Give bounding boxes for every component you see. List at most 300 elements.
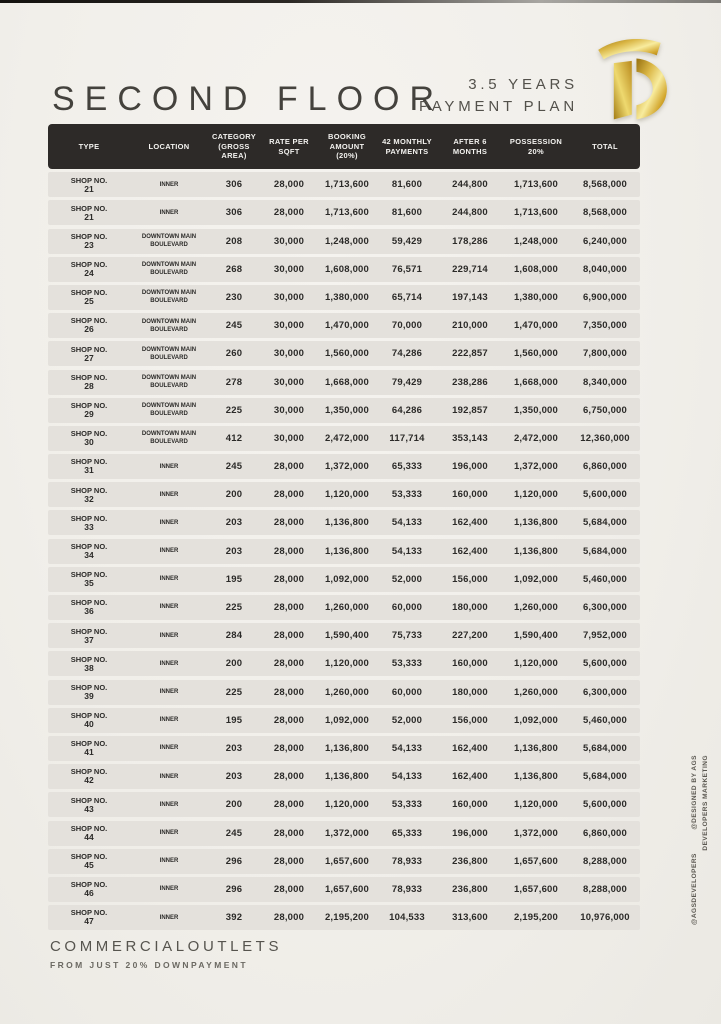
cell-possession: 1,120,000 bbox=[513, 489, 559, 501]
cell-rate: 30,000 bbox=[273, 291, 305, 303]
shop-number: 26 bbox=[84, 324, 94, 335]
column-header: TOTAL bbox=[592, 141, 618, 151]
cell-possession: 1,120,000 bbox=[513, 658, 559, 670]
table-row bbox=[48, 257, 640, 282]
shop-number: 28 bbox=[84, 380, 94, 391]
logo-bowl bbox=[636, 59, 666, 120]
cell-booking: 1,380,000 bbox=[324, 291, 370, 303]
cell-location: DOWNTOWN MAIN BOULEVARD bbox=[141, 318, 197, 333]
cell-location: INNER bbox=[159, 689, 179, 696]
table-row bbox=[48, 229, 640, 254]
cell-possession: 1,136,800 bbox=[513, 517, 559, 529]
cell-monthly: 54,133 bbox=[391, 517, 423, 529]
footer-title: COMMERCIALOUTLETS bbox=[50, 938, 283, 955]
cell-after-6: 353,143 bbox=[452, 432, 488, 444]
cell-type bbox=[48, 316, 130, 334]
cell-monthly: 53,333 bbox=[391, 489, 423, 501]
cell-type bbox=[48, 514, 130, 532]
cell-location: DOWNTOWN MAIN BOULEVARD bbox=[141, 262, 197, 277]
cell-type bbox=[48, 260, 130, 278]
shop-number: 31 bbox=[84, 465, 94, 476]
cell-area: 245 bbox=[225, 320, 243, 332]
shop-number: 27 bbox=[84, 352, 94, 363]
cell-location: INNER bbox=[159, 829, 179, 836]
cell-type bbox=[48, 288, 130, 306]
cell-total: 7,350,000 bbox=[582, 320, 628, 332]
cell-booking: 1,092,000 bbox=[324, 573, 370, 585]
cell-area: 208 bbox=[225, 235, 243, 247]
cell-type bbox=[48, 655, 130, 673]
vertical-credits bbox=[689, 755, 711, 925]
shop-number: 38 bbox=[84, 662, 94, 673]
cell-booking: 1,713,600 bbox=[324, 179, 370, 191]
cell-type bbox=[48, 767, 130, 785]
shop-label: SHOP NO. bbox=[70, 880, 108, 890]
cell-monthly: 81,600 bbox=[391, 207, 423, 219]
shop-label: SHOP NO. bbox=[70, 682, 108, 692]
cell-monthly: 70,000 bbox=[391, 320, 423, 332]
cell-booking: 1,092,000 bbox=[324, 714, 370, 726]
cell-location: INNER bbox=[159, 491, 179, 498]
cell-rate: 28,000 bbox=[273, 517, 305, 529]
cell-location: INNER bbox=[159, 858, 179, 865]
cell-location: INNER bbox=[159, 632, 179, 639]
cell-monthly: 54,133 bbox=[391, 545, 423, 557]
cell-area: 412 bbox=[225, 432, 243, 444]
table-row bbox=[48, 708, 640, 733]
cell-location: INNER bbox=[159, 181, 179, 188]
table-row bbox=[48, 849, 640, 874]
cell-after-6: 197,143 bbox=[452, 291, 488, 303]
cell-type bbox=[48, 204, 130, 222]
column-header: LOCATION bbox=[148, 141, 190, 151]
cell-area: 306 bbox=[225, 207, 243, 219]
shop-label: SHOP NO. bbox=[70, 231, 108, 241]
cell-after-6: 160,000 bbox=[452, 799, 488, 811]
shop-label: SHOP NO. bbox=[70, 570, 108, 580]
credit-handle: @AGSDEVELOPERS bbox=[691, 853, 698, 925]
cell-rate: 28,000 bbox=[273, 912, 305, 924]
cell-monthly: 104,533 bbox=[389, 912, 425, 924]
shop-label: SHOP NO. bbox=[70, 541, 108, 551]
cell-total: 6,300,000 bbox=[582, 602, 628, 613]
table-row bbox=[48, 877, 640, 902]
cell-monthly: 54,133 bbox=[391, 771, 423, 783]
cell-total: 7,952,000 bbox=[582, 630, 628, 642]
cell-after-6: 162,400 bbox=[452, 545, 488, 557]
shop-number: 21 bbox=[84, 211, 94, 222]
table-row bbox=[48, 764, 640, 789]
shop-number: 39 bbox=[84, 690, 94, 701]
cell-location: INNER bbox=[159, 604, 179, 611]
cell-total: 5,600,000 bbox=[582, 799, 628, 811]
cell-total: 6,860,000 bbox=[582, 827, 628, 839]
shop-number: 32 bbox=[84, 493, 94, 504]
cell-total: 8,040,000 bbox=[582, 263, 628, 275]
shop-label: SHOP NO. bbox=[70, 908, 108, 918]
cell-total: 12,360,000 bbox=[580, 432, 630, 444]
cell-monthly: 78,933 bbox=[391, 883, 423, 895]
cell-area: 200 bbox=[225, 658, 243, 670]
cell-rate: 28,000 bbox=[273, 207, 305, 219]
cell-total: 5,684,000 bbox=[582, 771, 628, 783]
cell-total: 10,976,000 bbox=[580, 912, 630, 924]
table-row bbox=[48, 821, 640, 846]
cell-area: 225 bbox=[225, 404, 243, 416]
cell-location: INNER bbox=[159, 548, 179, 555]
cell-booking: 1,713,600 bbox=[324, 207, 370, 219]
shop-label: SHOP NO. bbox=[70, 626, 108, 636]
cell-type bbox=[48, 598, 130, 616]
column-header: RATE PER SQFT bbox=[269, 136, 309, 156]
cell-area: 260 bbox=[225, 348, 243, 360]
cell-monthly: 59,429 bbox=[391, 235, 423, 247]
cell-location: INNER bbox=[159, 717, 179, 724]
cell-after-6: 244,800 bbox=[452, 179, 488, 191]
shop-number: 36 bbox=[84, 606, 94, 617]
cell-total: 5,600,000 bbox=[582, 489, 628, 501]
cell-type bbox=[48, 852, 130, 870]
table-row bbox=[48, 905, 640, 930]
cell-rate: 28,000 bbox=[273, 461, 305, 473]
cell-booking: 1,260,000 bbox=[324, 686, 370, 698]
cell-after-6: 244,800 bbox=[452, 207, 488, 219]
shop-label: SHOP NO. bbox=[70, 175, 108, 185]
plan-years: 3.5 YEARS bbox=[468, 76, 578, 93]
cell-total: 5,460,000 bbox=[582, 573, 628, 585]
table-row bbox=[48, 567, 640, 592]
shop-number: 29 bbox=[84, 409, 94, 420]
shop-label: SHOP NO. bbox=[70, 344, 108, 354]
cell-rate: 30,000 bbox=[273, 404, 305, 416]
cell-monthly: 60,000 bbox=[391, 686, 423, 698]
cell-booking: 1,608,000 bbox=[324, 263, 370, 275]
cell-area: 200 bbox=[225, 489, 243, 501]
cell-total: 5,684,000 bbox=[582, 545, 628, 557]
cell-type bbox=[48, 908, 130, 926]
table-row bbox=[48, 680, 640, 705]
table-row bbox=[48, 370, 640, 395]
shop-number: 45 bbox=[84, 860, 94, 871]
cell-booking: 2,195,200 bbox=[324, 912, 370, 924]
cell-location: INNER bbox=[159, 886, 179, 893]
shop-number: 33 bbox=[84, 521, 94, 532]
table-row bbox=[48, 341, 640, 366]
cell-possession: 1,713,600 bbox=[513, 207, 559, 219]
cell-monthly: 65,333 bbox=[391, 461, 423, 473]
shop-label: SHOP NO. bbox=[70, 852, 108, 862]
table-row bbox=[48, 200, 640, 225]
cell-possession: 1,092,000 bbox=[513, 573, 559, 585]
cell-area: 203 bbox=[225, 742, 243, 754]
cell-area: 278 bbox=[225, 376, 243, 388]
cell-possession: 1,657,600 bbox=[513, 883, 559, 895]
cell-monthly: 76,571 bbox=[391, 263, 423, 275]
cell-booking: 1,136,800 bbox=[324, 517, 370, 529]
cell-type bbox=[48, 232, 130, 250]
cell-area: 245 bbox=[225, 827, 243, 839]
shop-label: SHOP NO. bbox=[70, 457, 108, 467]
cell-location: DOWNTOWN MAIN BOULEVARD bbox=[141, 346, 197, 361]
cell-area: 225 bbox=[225, 602, 243, 613]
cell-type bbox=[48, 373, 130, 391]
cell-booking: 1,657,600 bbox=[324, 883, 370, 895]
cell-type bbox=[48, 880, 130, 898]
cell-rate: 28,000 bbox=[273, 489, 305, 501]
cell-rate: 30,000 bbox=[273, 376, 305, 388]
cell-rate: 28,000 bbox=[273, 686, 305, 698]
table-row bbox=[48, 595, 640, 620]
cell-monthly: 74,286 bbox=[391, 348, 423, 360]
table-row bbox=[48, 398, 640, 423]
cell-after-6: 210,000 bbox=[452, 320, 488, 332]
cell-rate: 28,000 bbox=[273, 179, 305, 191]
payment-plan-table bbox=[48, 124, 640, 930]
cell-location: INNER bbox=[159, 209, 179, 216]
column-header: AFTER 6 MONTHS bbox=[452, 136, 488, 156]
shop-label: SHOP NO. bbox=[70, 203, 108, 213]
shop-number: 47 bbox=[84, 916, 94, 927]
page-top-edge-shadow bbox=[0, 0, 721, 3]
shop-label: SHOP NO. bbox=[70, 598, 108, 608]
cell-booking: 1,136,800 bbox=[324, 545, 370, 557]
cell-possession: 1,713,600 bbox=[513, 179, 559, 191]
cell-possession: 2,472,000 bbox=[513, 432, 559, 444]
cell-location: DOWNTOWN MAIN BOULEVARD bbox=[141, 403, 197, 418]
cell-type bbox=[48, 486, 130, 504]
cell-after-6: 156,000 bbox=[452, 573, 488, 585]
cell-monthly: 52,000 bbox=[391, 573, 423, 585]
shop-number: 40 bbox=[84, 719, 94, 730]
cell-type bbox=[48, 683, 130, 701]
cell-total: 5,600,000 bbox=[582, 658, 628, 670]
cell-monthly: 54,133 bbox=[391, 742, 423, 754]
cell-after-6: 222,857 bbox=[452, 348, 488, 360]
cell-booking: 1,120,000 bbox=[324, 489, 370, 501]
cell-possession: 1,560,000 bbox=[513, 348, 559, 360]
cell-rate: 28,000 bbox=[273, 602, 305, 613]
cell-possession: 1,136,800 bbox=[513, 545, 559, 557]
table-row bbox=[48, 454, 640, 479]
logo-top-flag bbox=[598, 39, 660, 59]
cell-area: 296 bbox=[225, 883, 243, 895]
cell-after-6: 162,400 bbox=[452, 742, 488, 754]
cell-total: 6,300,000 bbox=[582, 686, 628, 698]
shop-label: SHOP NO. bbox=[70, 767, 108, 777]
cell-rate: 28,000 bbox=[273, 883, 305, 895]
shop-number: 30 bbox=[84, 437, 94, 448]
shop-number: 41 bbox=[84, 747, 94, 758]
cell-after-6: 196,000 bbox=[452, 461, 488, 473]
cell-booking: 1,470,000 bbox=[324, 320, 370, 332]
cell-monthly: 117,714 bbox=[389, 432, 425, 444]
cell-total: 8,568,000 bbox=[582, 179, 628, 191]
cell-total: 5,460,000 bbox=[582, 714, 628, 726]
cell-location: INNER bbox=[159, 773, 179, 780]
cell-total: 6,860,000 bbox=[582, 461, 628, 473]
cell-area: 306 bbox=[225, 179, 243, 191]
column-header: CATEGORY (GROSS AREA) bbox=[211, 131, 257, 161]
cell-rate: 28,000 bbox=[273, 573, 305, 585]
cell-area: 203 bbox=[225, 545, 243, 557]
cell-possession: 1,608,000 bbox=[513, 263, 559, 275]
cell-booking: 1,590,400 bbox=[324, 630, 370, 642]
table-body bbox=[48, 172, 640, 930]
cell-booking: 1,136,800 bbox=[324, 771, 370, 783]
cell-rate: 30,000 bbox=[273, 235, 305, 247]
credit-marketing: DEVELOPERS MARKETING bbox=[702, 755, 709, 851]
cell-after-6: 229,714 bbox=[452, 263, 488, 275]
shop-label: SHOP NO. bbox=[70, 711, 108, 721]
shop-number: 44 bbox=[84, 831, 94, 842]
cell-possession: 1,092,000 bbox=[513, 714, 559, 726]
cell-monthly: 53,333 bbox=[391, 799, 423, 811]
cell-monthly: 78,933 bbox=[391, 855, 423, 867]
cell-rate: 28,000 bbox=[273, 714, 305, 726]
cell-booking: 1,372,000 bbox=[324, 461, 370, 473]
cell-type bbox=[48, 401, 130, 419]
shop-label: SHOP NO. bbox=[70, 485, 108, 495]
cell-booking: 1,350,000 bbox=[324, 404, 370, 416]
table-header-row bbox=[48, 124, 640, 169]
cell-type bbox=[48, 570, 130, 588]
column-header: POSSESSION 20% bbox=[509, 136, 563, 156]
cell-possession: 1,372,000 bbox=[513, 827, 559, 839]
cell-total: 8,288,000 bbox=[582, 883, 628, 895]
cell-type bbox=[48, 176, 130, 194]
cell-total: 5,684,000 bbox=[582, 742, 628, 754]
cell-booking: 1,560,000 bbox=[324, 348, 370, 360]
cell-rate: 28,000 bbox=[273, 855, 305, 867]
cell-after-6: 196,000 bbox=[452, 827, 488, 839]
cell-type bbox=[48, 345, 130, 363]
cell-type bbox=[48, 429, 130, 447]
shop-label: SHOP NO. bbox=[70, 288, 108, 298]
shop-label: SHOP NO. bbox=[70, 260, 108, 270]
cell-location: DOWNTOWN MAIN BOULEVARD bbox=[141, 233, 197, 249]
cell-rate: 28,000 bbox=[273, 799, 305, 811]
cell-after-6: 192,857 bbox=[452, 404, 488, 416]
cell-location: DOWNTOWN MAIN BOULEVARD bbox=[141, 431, 197, 446]
cell-after-6: 162,400 bbox=[452, 517, 488, 529]
cell-rate: 30,000 bbox=[273, 348, 305, 360]
cell-booking: 1,120,000 bbox=[324, 799, 370, 811]
cell-area: 230 bbox=[225, 291, 243, 303]
cell-after-6: 156,000 bbox=[452, 714, 488, 726]
cell-possession: 1,136,800 bbox=[513, 771, 559, 783]
cell-location: INNER bbox=[159, 914, 179, 921]
cell-after-6: 180,000 bbox=[452, 602, 488, 613]
cell-location: INNER bbox=[159, 576, 179, 583]
table-row bbox=[48, 172, 640, 197]
column-header: BOOKING AMOUNT (20%) bbox=[328, 131, 366, 161]
cell-rate: 30,000 bbox=[273, 263, 305, 275]
cell-possession: 1,590,400 bbox=[513, 630, 559, 642]
cell-location: DOWNTOWN MAIN BOULEVARD bbox=[141, 374, 197, 389]
cell-after-6: 238,286 bbox=[452, 376, 488, 388]
table-row bbox=[48, 313, 640, 338]
cell-total: 6,900,000 bbox=[582, 291, 628, 303]
cell-area: 284 bbox=[225, 630, 243, 642]
cell-possession: 1,350,000 bbox=[513, 404, 559, 416]
cell-location: DOWNTOWN MAIN BOULEVARD bbox=[141, 290, 197, 305]
column-header: TYPE bbox=[78, 141, 100, 151]
table-row bbox=[48, 792, 640, 817]
cell-possession: 1,380,000 bbox=[513, 291, 559, 303]
cell-booking: 1,372,000 bbox=[324, 827, 370, 839]
table-row bbox=[48, 510, 640, 535]
cell-booking: 1,260,000 bbox=[324, 602, 370, 613]
shop-label: SHOP NO. bbox=[70, 795, 108, 805]
table-row bbox=[48, 426, 640, 451]
cell-rate: 30,000 bbox=[273, 320, 305, 332]
table-row bbox=[48, 482, 640, 507]
gold-td-monogram-logo bbox=[592, 33, 670, 123]
cell-possession: 1,470,000 bbox=[513, 320, 559, 332]
cell-area: 195 bbox=[225, 714, 243, 726]
cell-type bbox=[48, 739, 130, 757]
cell-location: INNER bbox=[159, 660, 179, 667]
shop-number: 35 bbox=[84, 578, 94, 589]
plan-label: PAYMENT PLAN bbox=[419, 97, 578, 115]
cell-area: 203 bbox=[225, 517, 243, 529]
cell-area: 268 bbox=[225, 263, 243, 275]
payment-plan-subtitle bbox=[419, 74, 578, 118]
shop-number: 37 bbox=[84, 634, 94, 645]
cell-rate: 28,000 bbox=[273, 630, 305, 642]
shop-label: SHOP NO. bbox=[70, 739, 108, 749]
table-row bbox=[48, 285, 640, 310]
cell-area: 296 bbox=[225, 855, 243, 867]
cell-monthly: 65,333 bbox=[391, 827, 423, 839]
cell-rate: 28,000 bbox=[273, 771, 305, 783]
cell-total: 5,684,000 bbox=[582, 517, 628, 529]
shop-label: SHOP NO. bbox=[70, 401, 108, 411]
shop-label: SHOP NO. bbox=[70, 429, 108, 439]
cell-type bbox=[48, 711, 130, 729]
cell-booking: 2,472,000 bbox=[324, 432, 370, 444]
cell-booking: 1,248,000 bbox=[324, 235, 370, 247]
cell-monthly: 79,429 bbox=[391, 376, 423, 388]
cell-location: INNER bbox=[159, 745, 179, 752]
shop-label: SHOP NO. bbox=[70, 654, 108, 664]
cell-after-6: 227,200 bbox=[452, 630, 488, 642]
cell-after-6: 236,800 bbox=[452, 883, 488, 895]
credit-designed-by: @DESIGNED BY AGS bbox=[691, 755, 698, 830]
cell-after-6: 180,000 bbox=[452, 686, 488, 698]
shop-label: SHOP NO. bbox=[70, 316, 108, 326]
cell-type bbox=[48, 457, 130, 475]
shop-number: 23 bbox=[84, 239, 94, 250]
cell-booking: 1,120,000 bbox=[324, 658, 370, 670]
cell-monthly: 64,286 bbox=[391, 404, 423, 416]
cell-rate: 28,000 bbox=[273, 827, 305, 839]
cell-location: INNER bbox=[159, 801, 179, 808]
cell-total: 6,750,000 bbox=[582, 404, 628, 416]
cell-possession: 1,260,000 bbox=[513, 602, 559, 613]
shop-number: 42 bbox=[84, 775, 94, 786]
cell-possession: 1,657,600 bbox=[513, 855, 559, 867]
table-row bbox=[48, 623, 640, 648]
cell-area: 245 bbox=[225, 461, 243, 473]
cell-monthly: 60,000 bbox=[391, 602, 423, 613]
shop-number: 34 bbox=[84, 549, 94, 560]
cell-after-6: 160,000 bbox=[452, 489, 488, 501]
cell-monthly: 81,600 bbox=[391, 179, 423, 191]
shop-number: 21 bbox=[84, 183, 94, 194]
cell-total: 7,800,000 bbox=[582, 348, 628, 360]
cell-rate: 28,000 bbox=[273, 658, 305, 670]
